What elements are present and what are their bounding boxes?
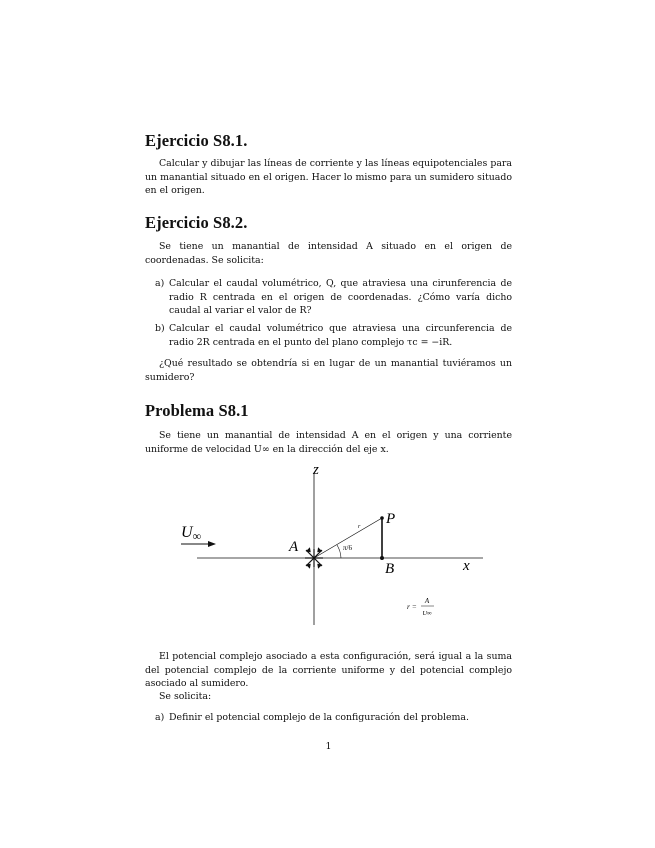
ex2-item-b (155, 322, 512, 349)
label-a: A (289, 539, 299, 555)
item-mark: a) (155, 712, 165, 723)
label-r: r (358, 524, 361, 530)
prob1-title: Problema S8.1 (145, 401, 249, 420)
label-angle: π/6 (343, 544, 352, 552)
formula-den: U∞ (422, 610, 432, 617)
ex1-body: Calcular y dibujar las líneas de corriente y las líneas equipotenciales para un manantial situado en el origen. Hacer lo mismo para un sumidero situado en el origen. (145, 158, 512, 197)
formula-num: A (424, 597, 430, 605)
label-x: x (463, 558, 470, 574)
figure (145, 460, 512, 625)
page-number: 1 (325, 741, 332, 752)
label-b: B (385, 561, 395, 577)
ex1-title: Ejercicio S8.1. (145, 131, 248, 150)
prob1-after: El potencial complejo asociado a esta configuración, será igual a la suma del potencial complejo de la corriente uniforme y del potencial complejo asociado al sumidero. (145, 651, 512, 690)
item-mark: b) (155, 323, 165, 334)
label-p: P (386, 511, 396, 527)
point-p (380, 516, 384, 520)
radius-formula (407, 597, 434, 617)
prob1-solicita: Se solicita: (159, 691, 212, 702)
item-text: Calcular el caudal volumétrico que atraviesa una circunferencia de radio 2R centrada en el punto del plano complejo τc = −iR. (169, 323, 512, 348)
ex2-title: Ejercicio S8.2. (145, 213, 248, 232)
item-text: Definir el potencial complejo de la configuración del problema. (169, 712, 469, 723)
label-z: z (313, 462, 319, 478)
prob1-item-a (155, 711, 512, 725)
ex2-intro: Se tiene un manantial de intensidad A situado en el origen de coordenadas. Se solicita: (145, 241, 512, 266)
formula-lhs: r = (407, 602, 417, 611)
radius-line (314, 518, 382, 558)
ex2-question: ¿Qué resultado se obtendría si en lugar de un manantial tuviéramos un sumidero? (145, 358, 512, 383)
item-mark: a) (155, 278, 165, 289)
point-b (380, 556, 384, 560)
angle-arc (337, 545, 341, 558)
prob1-intro: Se tiene un manantial de intensidad A en el origen y una corriente uniforme de velocidad U∞ en la dirección del eje x. (145, 430, 512, 455)
item-text: Calcular el caudal volumétrico, Q, que atraviesa una cirunferencia de radio R centrada en el origen de coordenadas. ¿Cómo varía dicho caudal al variar el valor de R? (169, 278, 512, 317)
label-u: U∞ (181, 524, 202, 543)
ex2-item-a (155, 277, 512, 318)
flow-diagram (145, 460, 512, 625)
source-icon (305, 549, 323, 568)
